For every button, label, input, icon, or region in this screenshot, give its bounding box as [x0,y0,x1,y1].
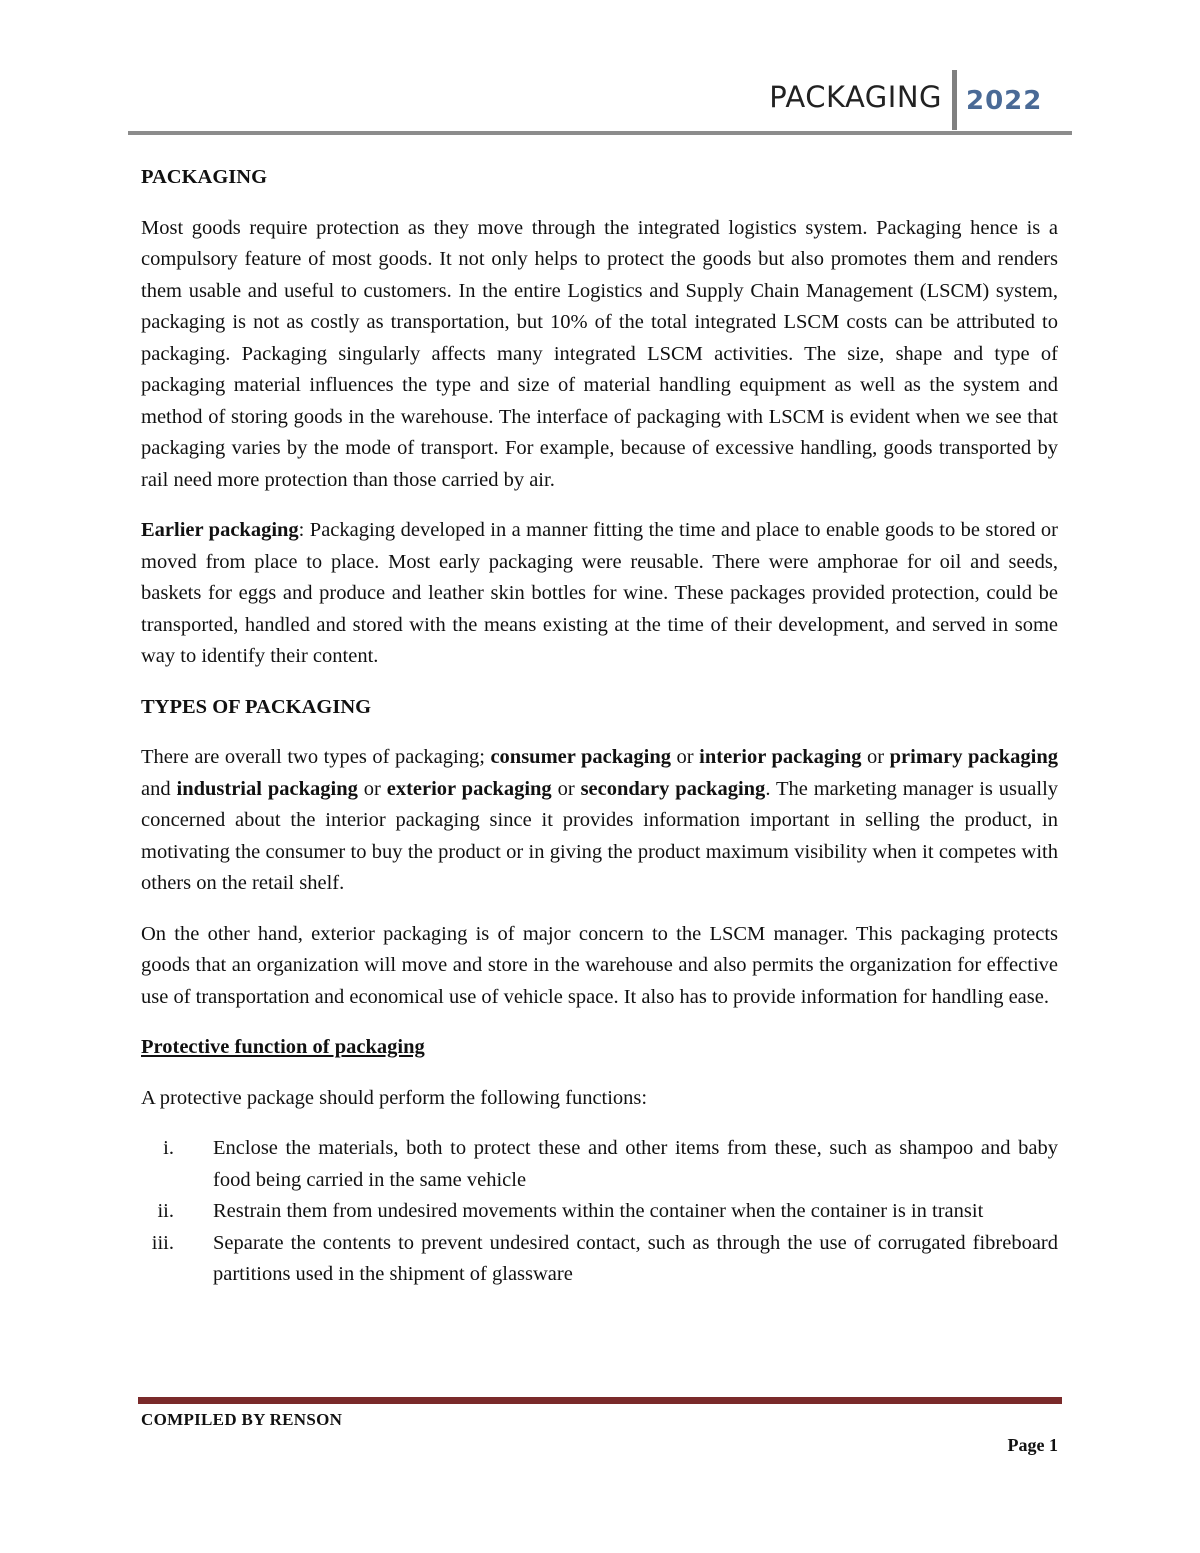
types-paragraph-2: On the other hand, exterior packaging is of major concern to the LSCM manager. This packaging protects goods that an organization will move and store in the warehouse and also permits the organization for effective use of transportation and economical use of vehicle space. It also has to provide information for handling ease. [141,922,1058,1008]
earlier-packaging-label: Earlier packaging [141,519,299,541]
text-run: or [671,746,700,768]
types-paragraph-1 [141,742,1058,900]
footer-rule [138,1397,1062,1404]
earlier-packaging-text: : Packaging developed in a manner fitting the time and place to enable goods to be stored or moved from place to place. Most early packaging were reusable. There were amphorae for oil and seeds, baskets for eggs and produce and leather skin bottles for wine. These packages provided protection, could be transported, handled and stored with the means existing at the time of their development, and served in some way to identify their content. [141,519,1058,667]
text-run: and [141,777,177,800]
text-run: . The marketing manager is usually concerned about the interior packaging since it provides information important in selling the product, in motivating the consumer to buy the product or in giving the product maximum visibility when it competes with others on the retail shelf. [141,777,1059,894]
section-heading-types: TYPES OF PACKAGING [141,695,372,718]
header-year: 2022 [966,86,1043,116]
list-item-number: iii. [151,1231,174,1254]
term-primary-packaging: primary packaging [889,746,1059,768]
list-item-text: Separate the contents to prevent undesired contact, such as through the use of corrugated fibreboard partitions used in the shipment of glassware [213,1231,1058,1285]
functions-list [141,1133,1058,1291]
section-heading-protective: Protective function of packaging [141,1036,425,1058]
list-item-text: Restrain them from undesired movements within the container when the container is in transit [213,1200,984,1222]
header-rule [128,131,1072,135]
list-item [141,1228,1058,1291]
list-item-text: Enclose the materials, both to protect these and other items from these, such as shampoo and baby food being carried in the same vehicle [213,1137,1058,1191]
term-interior-packaging: interior packaging [699,746,862,768]
text-run: or [357,777,387,800]
footer-page-number: Page 1 [1007,1435,1058,1455]
footer-compiled-by: COMPILED BY RENSON [141,1410,343,1429]
list-item-number: i. [163,1137,174,1159]
protective-intro: A protective package should perform the following functions: [141,1086,648,1109]
term-consumer-packaging: consumer packaging [490,746,672,768]
text-run: There are overall two types of packaging; [141,746,491,768]
header-title: PACKAGING [769,80,942,114]
section-heading-packaging: PACKAGING [141,166,268,188]
list-item [141,1133,1058,1196]
term-secondary-packaging: secondary packaging [580,777,766,800]
text-run: or [861,746,890,768]
text-run: or [551,777,581,800]
term-exterior-packaging: exterior packaging [386,777,552,800]
intro-paragraph: Most goods require protection as they move through the integrated logistics system. Packaging hence is a compulsory feature of most goods. It not only helps to protect the goods but also promotes them and renders them usable and useful to customers. In the entire Logistics and Supply Chain Management (LSCM) system, packaging is not as costly as transportation, but 10% of the total integrated LSCM costs can be attributed to packaging. Packaging singularly affects many integrated LSCM activities. The size, shape and type of packaging material influences the type and size of material handling equipment as well as the system and method of storing goods in the warehouse. The interface of packaging with LSCM is evident when we see that packaging varies by the mode of transport. For example, because of excessive handling, goods transported by rail need more protection than those carried by air. [141,216,1058,491]
header-divider [952,70,957,130]
document-body [141,162,1058,1291]
list-item-number: ii. [157,1200,174,1222]
term-industrial-packaging: industrial packaging [176,777,358,800]
list-item [141,1196,1058,1228]
earlier-packaging-paragraph [141,515,1058,673]
